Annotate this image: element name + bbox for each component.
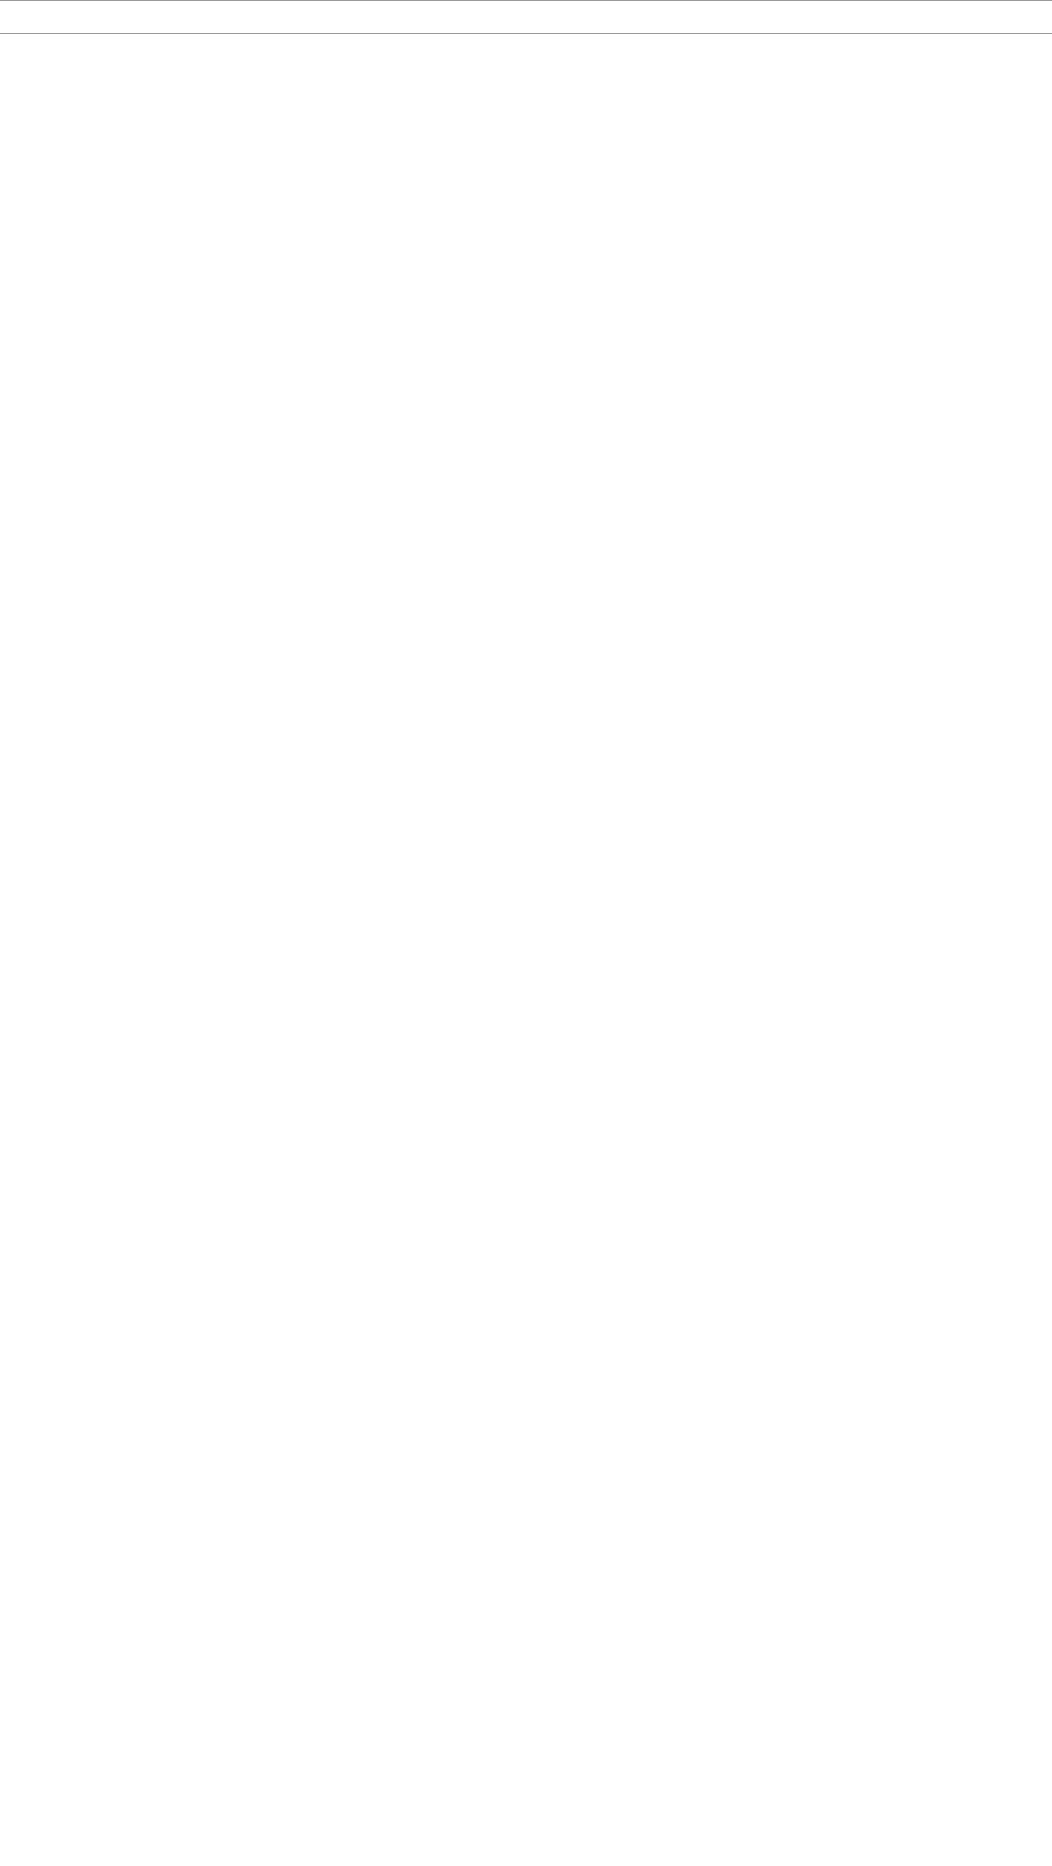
table-header: [0, 0, 1052, 34]
table-bottom-rule: [0, 0, 1052, 1]
